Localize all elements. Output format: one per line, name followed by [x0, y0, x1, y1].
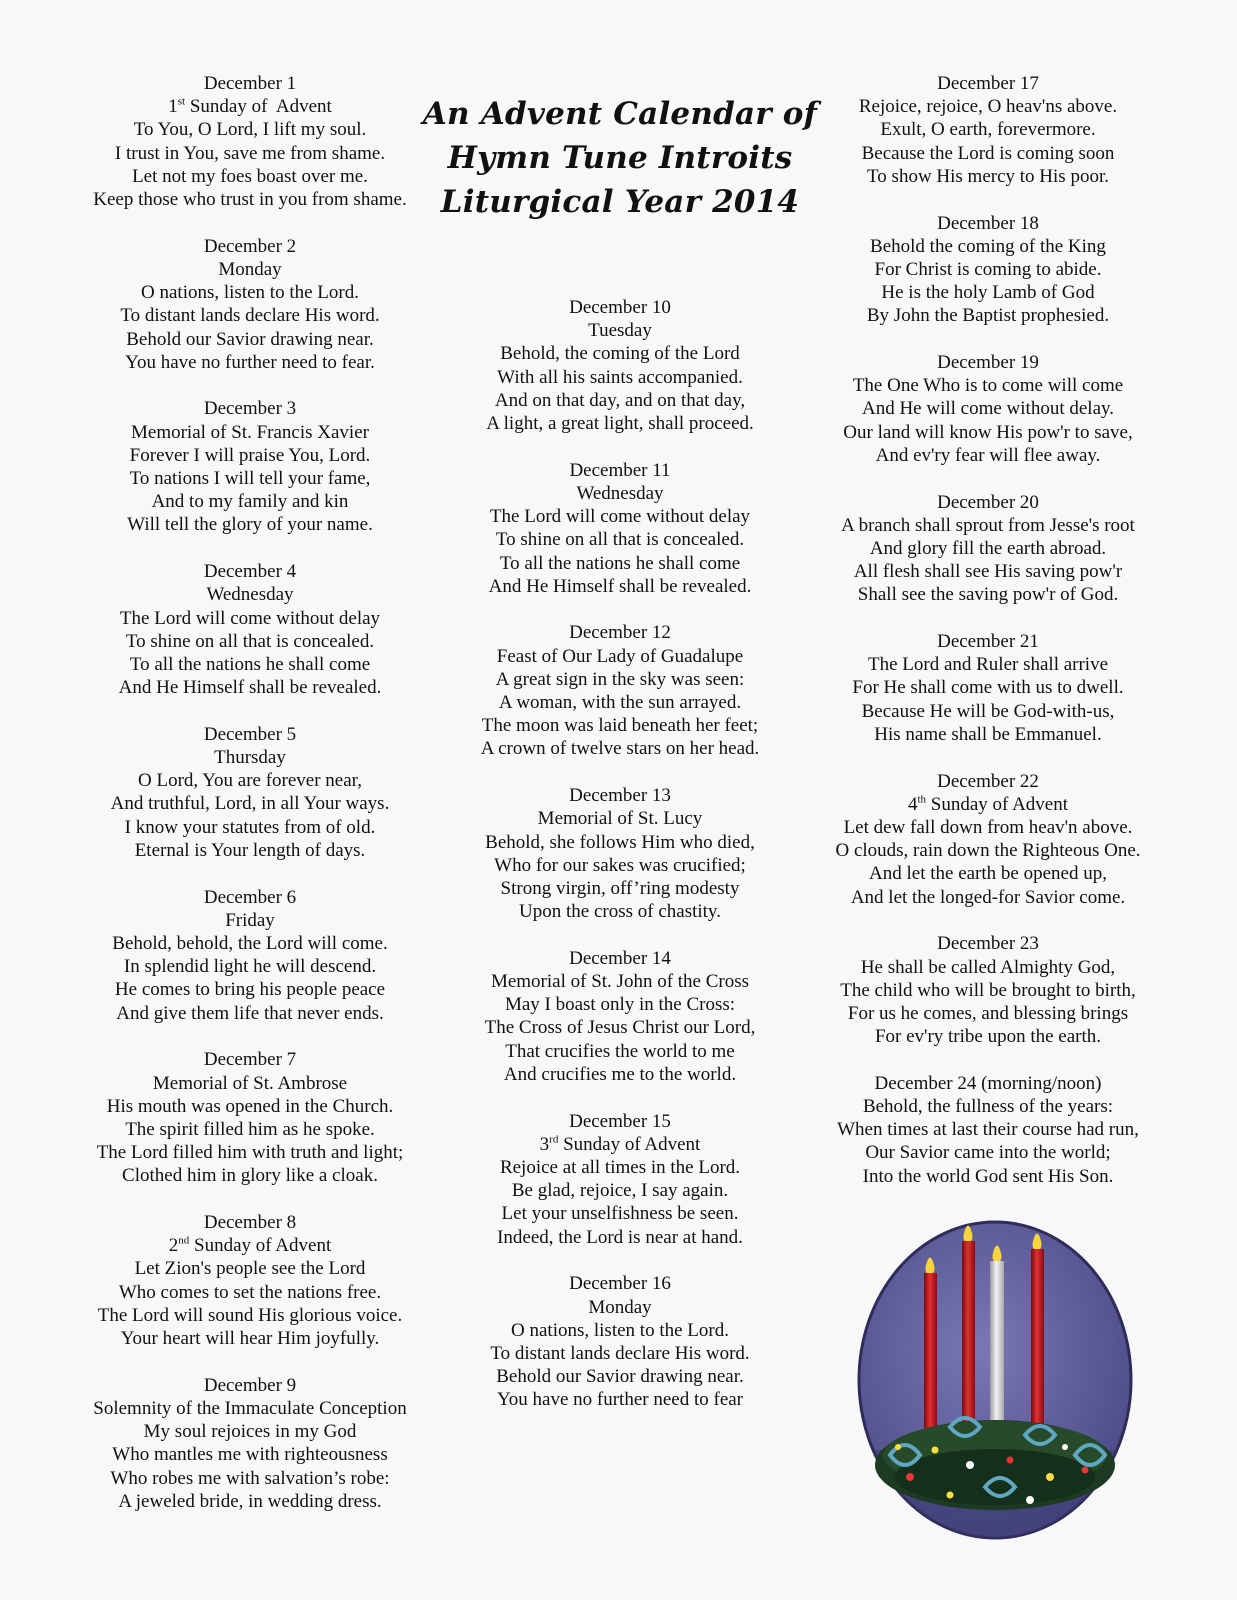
calendar-entry — [798, 630, 1178, 746]
hymn-line: Who comes to set the nations free. — [118, 1281, 382, 1303]
hymn-line: Into the world God sent His Son. — [862, 1165, 1114, 1187]
hymn-line: Behold the coming of the King — [870, 235, 1106, 257]
entry-date: December 17 — [937, 73, 1039, 94]
hymn-line: By John the Baptist prophesied. — [866, 305, 1110, 327]
hymn-line: And glory fill the earth abroad. — [869, 537, 1107, 559]
entry-date: December 6 — [203, 886, 297, 908]
hymn-line: And He Himself shall be revealed. — [488, 575, 752, 597]
hymn-line: His mouth was opened in the Church. — [106, 1095, 394, 1117]
hymn-line: The One Who is to come will come — [852, 375, 1124, 397]
entry-date: December 21 — [937, 631, 1039, 653]
entry-date: December 20 — [937, 491, 1039, 513]
hymn-line: O clouds, rain down the Righteous One. — [835, 840, 1141, 862]
calendar-entry — [430, 1272, 810, 1411]
advent-wreath-illustration — [850, 1215, 1140, 1545]
hymn-line: The Lord will come without delay — [489, 506, 751, 528]
hymn-line: To shine on all that is concealed. — [495, 529, 745, 551]
entry-date: December 14 — [569, 947, 671, 969]
hymn-line: For Christ is coming to abide. — [874, 258, 1102, 280]
hymn-line: Because the Lord is coming soon — [861, 142, 1115, 164]
calendar-entry — [430, 296, 810, 435]
entry-occasion: Friday — [225, 909, 275, 931]
hymn-line: Because He will be God-with-us, — [861, 700, 1115, 722]
hymn-line: Behold, behold, the Lord will come. — [112, 933, 388, 954]
hymn-line: Our land will know His pow'r to save, — [843, 421, 1133, 443]
entry-occasion — [60, 1234, 440, 1257]
hymn-line: Let dew fall down from heav'n above. — [843, 816, 1133, 838]
entry-date: December 4 — [203, 561, 297, 583]
hymn-line: Clothed him in glory like a cloak. — [122, 1165, 378, 1187]
hymn-line: Will tell the glory of your name. — [127, 514, 373, 536]
hymn-line: His name shall be Emmanuel. — [874, 723, 1102, 745]
hymn-line: To nations I will tell your fame, — [129, 468, 371, 490]
hymn-line: And crucifies me to the world. — [503, 1063, 737, 1085]
hymn-line: Behold, she follows Him who died, — [485, 831, 755, 853]
hymn-line: Behold, the fullness of the years: — [862, 1096, 1114, 1118]
hymn-line: The Lord will come without delay — [119, 607, 381, 629]
hymn-line: And He Himself shall be revealed. — [118, 677, 382, 699]
calendar-entry — [60, 1211, 440, 1350]
hymn-line: Behold our Savior drawing near. — [496, 1366, 744, 1388]
hymn-line: To You, O Lord, I lift my soul. — [133, 119, 367, 141]
calendar-entry — [60, 72, 440, 211]
ordinal-number: 1 — [168, 96, 178, 118]
occasion-text: Sunday of Advent — [185, 96, 332, 118]
hymn-line: Keep those who trust in you from shame. — [93, 189, 407, 211]
ordinal-suffix: nd — [178, 1234, 190, 1247]
entry-occasion: Wednesday — [206, 584, 294, 606]
entry-date: December 23 — [937, 933, 1039, 955]
hymn-line: Let not my foes boast over me. — [132, 165, 368, 187]
hymn-line: And He will come without delay. — [861, 398, 1115, 420]
hymn-line: The child who will be brought to birth, — [840, 979, 1136, 1001]
hymn-line: To distant lands declare His word. — [490, 1342, 750, 1364]
calendar-entry — [798, 491, 1178, 607]
hymn-line: To show His mercy to His poor. — [867, 165, 1109, 187]
entry-occasion: Monday — [218, 258, 282, 280]
hymn-line: For He shall come with us to dwell. — [852, 677, 1124, 699]
calendar-entry — [430, 947, 810, 1086]
entry-date: December 5 — [203, 723, 297, 745]
hymn-line: Who mantles me with righteousness — [112, 1444, 388, 1466]
hymn-line: Your heart will hear Him joyfully. — [120, 1328, 380, 1350]
hymn-line: Rejoice at all times in the Lord. — [499, 1157, 741, 1178]
calendar-entry — [60, 886, 440, 1025]
hymn-line: I know your statutes from of old. — [124, 816, 376, 838]
hymn-line: A branch shall sprout from Jesse's root — [841, 514, 1135, 536]
candle-left-red — [924, 1258, 937, 1454]
hymn-line: In splendid light he will descend. — [123, 956, 377, 978]
hymn-line: Who for our sakes was crucified; — [494, 854, 746, 876]
entry-occasion: Solemnity of the Immaculate Conception — [93, 1397, 407, 1419]
hymn-line: And give them life that never ends. — [116, 1002, 384, 1024]
entry-occasion — [430, 1133, 810, 1156]
hymn-line: The Lord will sound His glorious voice. — [97, 1304, 403, 1326]
entry-occasion: Memorial of St. Lucy — [537, 808, 703, 830]
calendar-entry — [798, 770, 1178, 909]
calendar-entry — [60, 560, 440, 699]
calendar-entry — [60, 1374, 440, 1513]
hymn-line: O nations, listen to the Lord. — [141, 282, 359, 304]
ordinal-suffix: st — [177, 95, 186, 108]
calendar-entry — [60, 397, 440, 536]
title-line-1: An Advent Calendar of — [422, 96, 818, 132]
occasion-text: Sunday of Advent — [189, 1235, 332, 1257]
hymn-line: Forever I will praise You, Lord. — [129, 444, 371, 466]
entry-occasion: Memorial of St. Ambrose — [152, 1072, 348, 1094]
hymn-line: He comes to bring his people peace — [114, 979, 386, 1001]
middle-column — [430, 296, 810, 1435]
hymn-line: A light, a great light, shall proceed. — [486, 413, 754, 435]
entry-occasion — [798, 793, 1178, 816]
entry-date: December 22 — [937, 770, 1039, 792]
hymn-line: Shall see the saving pow'r of God. — [857, 584, 1119, 606]
hymn-line: Be glad, rejoice, I say again. — [511, 1180, 729, 1202]
hymn-line: And truthful, Lord, in all Your ways. — [110, 793, 390, 815]
hymn-line: Let your unselfishness be seen. — [501, 1203, 739, 1225]
hymn-line: A crown of twelve stars on her head. — [480, 738, 760, 760]
hymn-line: To distant lands declare His word. — [120, 305, 380, 327]
hymn-line: A great sign in the sky was seen: — [495, 668, 745, 690]
calendar-entry — [430, 784, 810, 923]
entry-date: December 19 — [937, 352, 1039, 374]
hymn-line: Upon the cross of chastity. — [519, 901, 721, 923]
entry-date: December 13 — [569, 785, 671, 807]
hymn-line: When times at last their course had run, — [837, 1119, 1139, 1141]
entry-occasion — [60, 95, 440, 118]
hymn-line: And ev'ry fear will flee away. — [875, 444, 1101, 466]
hymn-line: The moon was laid beneath her feet; — [481, 715, 759, 737]
entry-occasion: Memorial of St. John of the Cross — [490, 971, 750, 993]
hymn-line: And let the longed-for Savior come. — [850, 886, 1126, 908]
hymn-line: A woman, with the sun arrayed. — [498, 692, 742, 714]
hymn-line: O Lord, You are forever near, — [138, 770, 362, 792]
ordinal-suffix: rd — [549, 1133, 559, 1146]
hymn-line: Our Savior came into the world; — [865, 1142, 1111, 1164]
hymn-line: Exult, O earth, forevermore. — [880, 119, 1096, 141]
title-line-2: Hymn Tune Introits — [447, 140, 793, 176]
ordinal-number: 4 — [907, 793, 918, 815]
calendar-entry — [798, 932, 1178, 1048]
hymn-line: Who robes me with salvation’s robe: — [110, 1467, 390, 1489]
entry-date: December 12 — [569, 622, 671, 644]
calendar-entry — [798, 1072, 1178, 1188]
occasion-text: Sunday of Advent — [558, 1133, 701, 1155]
hymn-line: Strong virgin, off’ring modesty — [500, 877, 740, 899]
entry-date: December 9 — [203, 1374, 297, 1396]
hymn-line: I trust in You, save me from shame. — [114, 142, 386, 164]
calendar-entry — [430, 1110, 810, 1249]
entry-date: December 24 (morning/noon) — [874, 1072, 1102, 1094]
ordinal-number: 2 — [168, 1235, 179, 1257]
hymn-line: The Cross of Jesus Christ our Lord, — [484, 1017, 756, 1039]
hymn-line: That crucifies the world to me — [505, 1040, 735, 1062]
hymn-line: Indeed, the Lord is near at hand. — [497, 1226, 743, 1248]
calendar-entry — [60, 1048, 440, 1187]
entry-occasion: Thursday — [214, 747, 286, 769]
entry-date: December 16 — [569, 1273, 671, 1295]
hymn-line: The Lord filled him with truth and light; — [96, 1142, 404, 1164]
hymn-line: Behold our Savior drawing near. — [126, 328, 374, 350]
hymn-line: For us he comes, and blessing brings — [847, 1002, 1129, 1024]
hymn-line: You have no further need to fear. — [125, 351, 375, 373]
entry-date: December 10 — [569, 297, 671, 318]
entry-occasion: Tuesday — [588, 320, 652, 342]
candle-center-red — [962, 1226, 975, 1442]
hymn-line: My soul rejoices in my God — [143, 1421, 357, 1443]
hymn-line: To all the nations he shall come — [499, 552, 741, 574]
right-column — [798, 72, 1178, 1211]
hymn-line: And let the earth be opened up, — [869, 863, 1107, 885]
hymn-line: All flesh shall see His saving pow'r — [853, 561, 1123, 583]
calendar-entry — [798, 351, 1178, 467]
entry-date: December 18 — [937, 212, 1039, 234]
entry-occasion: Monday — [588, 1296, 652, 1318]
entry-date: December 3 — [203, 398, 297, 420]
hymn-line: Rejoice, rejoice, O heav'ns above. — [858, 96, 1118, 118]
calendar-entry — [60, 723, 440, 862]
entry-date: December 11 — [569, 459, 671, 481]
hymn-line: With all his saints accompanied. — [497, 366, 743, 388]
hymn-line: To shine on all that is concealed. — [125, 630, 375, 652]
hymn-line: A jeweled bride, in wedding dress. — [118, 1490, 382, 1512]
hymn-line: Behold, the coming of the Lord — [500, 343, 740, 365]
hymn-line: To all the nations he shall come — [129, 653, 371, 675]
calendar-entry — [60, 235, 440, 374]
entry-date: December 8 — [203, 1212, 297, 1234]
entry-date: December 7 — [203, 1049, 297, 1071]
ordinal-suffix: th — [917, 793, 927, 806]
hymn-line: You have no further need to fear — [496, 1389, 744, 1411]
entry-date: December 15 — [569, 1110, 671, 1132]
hymn-line: May I boast only in the Cross: — [504, 994, 736, 1016]
calendar-entry — [798, 72, 1178, 188]
entry-date: December 1 — [203, 73, 297, 94]
hymn-line: For ev'ry tribe upon the earth. — [874, 1026, 1102, 1048]
hymn-line: And on that day, and on that day, — [494, 389, 746, 411]
entry-occasion: Wednesday — [576, 482, 664, 504]
hymn-line: The Lord and Ruler shall arrive — [867, 654, 1109, 676]
calendar-entry — [798, 212, 1178, 328]
entry-occasion: Memorial of St. Francis Xavier — [131, 421, 369, 443]
hymn-line: The spirit filled him as he spoke. — [125, 1118, 375, 1140]
hymn-line: Eternal is Your length of days. — [134, 839, 366, 861]
entry-date: December 2 — [203, 235, 297, 257]
ordinal-number: 3 — [539, 1133, 550, 1155]
hymn-line: He shall be called Almighty God, — [860, 956, 1116, 978]
hymn-line: Let Zion's people see the Lord — [134, 1258, 366, 1280]
page-title — [420, 92, 820, 224]
occasion-text: Sunday of Advent — [926, 793, 1069, 815]
hymn-line: And to my family and kin — [151, 491, 349, 513]
hymn-line: O nations, listen to the Lord. — [511, 1319, 729, 1341]
candle-right-red — [1031, 1234, 1044, 1445]
entry-occasion: Feast of Our Lady of Guadalupe — [496, 645, 744, 667]
hymn-line: He is the holy Lamb of God — [881, 282, 1095, 304]
title-line-3: Liturgical Year 2014 — [440, 184, 800, 220]
calendar-entry — [430, 459, 810, 598]
calendar-entry — [430, 621, 810, 760]
left-column — [60, 72, 440, 1536]
